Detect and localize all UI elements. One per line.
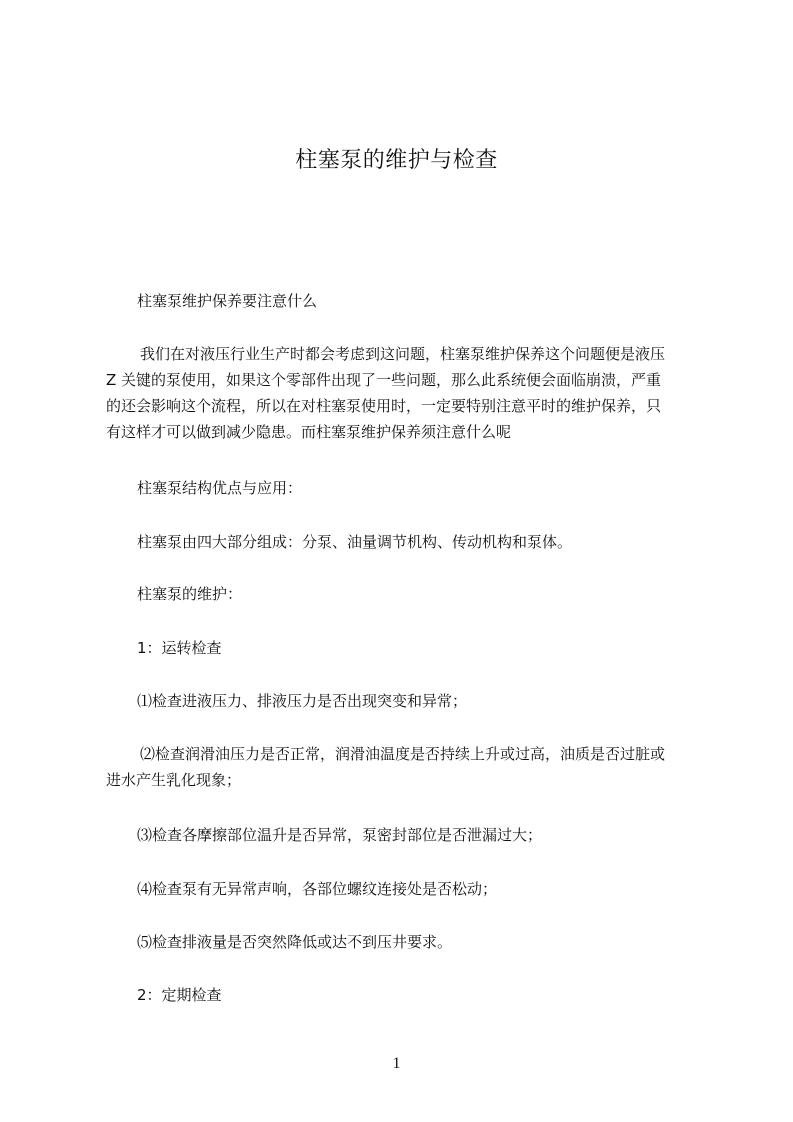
structure-text: 柱塞泵由四大部分组成：分泵、油量调节机构、传动机构和泵体。 [137, 533, 573, 551]
intro-line-4: 有这样才可以做到减少隐患。而柱塞泵维护保养须注意什么呢 [106, 423, 512, 441]
intro-line-2: Z 关键的泵使用，如果这个零部件出现了一些问题，那么此系统便会面临崩溃，严重 [106, 371, 662, 389]
check-item-3: ⑶检查各摩擦部位温升是否异常，泵密封部位是否泄漏过大； [137, 826, 543, 844]
check-item-4: ⑷检查泵有无异常声响，各部位螺纹连接处是否松动； [137, 880, 498, 898]
section-1-heading: 1：运转检查 [137, 639, 222, 657]
section-2-heading: 2：定期检查 [137, 986, 222, 1004]
intro-line-1: 我们在对液压行业生产时都会考虑到这问题，柱塞泵维护保养这个问题便是液压 [140, 345, 666, 363]
intro-line-3: 的还会影响这个流程，所以在对柱塞泵使用时，一定要特别注意平时的维护保养，只 [106, 397, 662, 415]
check-item-2-line-1: ⑵检查润滑油压力是否正常，润滑油温度是否持续上升或过高，油质是否过脏或 [140, 745, 666, 763]
maintenance-heading: 柱塞泵的维护： [137, 585, 243, 603]
check-item-5: ⑸检查排液量是否突然降低或达不到压井要求。 [137, 933, 453, 951]
check-item-2-line-2: 进水产生乳化现象； [106, 771, 242, 789]
document-title: 柱塞泵的维护与检查 [295, 148, 498, 173]
section-heading-maintenance-notes: 柱塞泵维护保养要注意什么 [137, 292, 318, 310]
structure-heading: 柱塞泵结构优点与应用： [137, 479, 303, 497]
check-item-1: ⑴检查进液压力、排液压力是否出现突变和异常； [137, 692, 468, 710]
page-number: 1 [392, 1055, 401, 1072]
